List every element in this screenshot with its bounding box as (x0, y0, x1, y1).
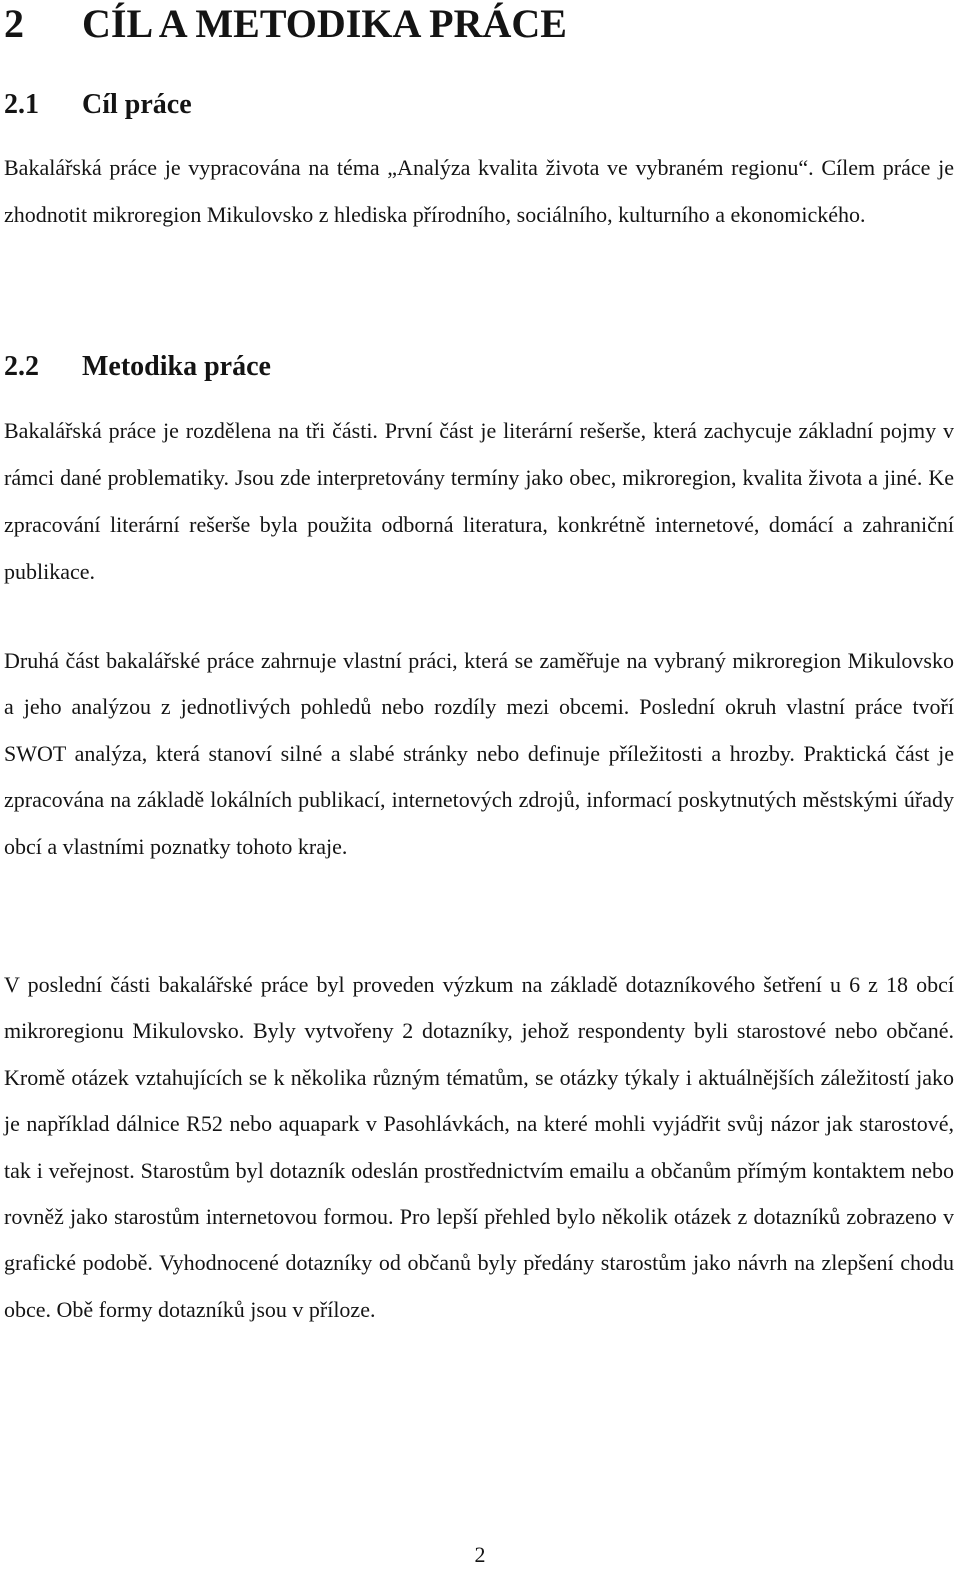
chapter-title: CÍL A METODIKA PRÁCE (82, 1, 567, 46)
paragraph-metodika-1: Bakalářská práce je rozdělena na tři části. První část je literární rešerše, která zachycuje základní pojmy v rámci dané problematiky. Jsou zde interpretovány termíny jako obec, mikroregion, kvalita života a jiné. Ke zpracování literární rešerše byla použita odborná literatura, konkrétně internetové, domácí a zahraniční publikace. (4, 418, 954, 584)
paragraph-cil-prace: Bakalářská práce je vypracována na téma „Analýza kvalita života ve vybraném regionu“. Cílem práce je zhodnotit mikroregion Mikulovsko z hlediska přírodního, sociálního, kulturního a ekonomického. (4, 155, 954, 227)
section-title: Metodika práce (82, 351, 271, 382)
paragraph-metodika-3: V poslední části bakalářské práce byl proveden výzkum na základě dotazníkového šetření u 6 z 18 obcí mikroregionu Mikulovsko. Byly vytvořeny 2 dotazníky, jehož respondenty byli starostové nebo občané. Kromě otázek vztahujících se k několika různým tématům, se otázky týkaly i aktuálnějších záležitostí jako je například dálnice R52 nebo aquapark v Pasohlávkách, na které mohli vyjádřit svůj názor jak starostové, tak i veřejnost. Starostům byl dotazník odeslán prostřednictvím emailu a občanům přímým kontaktem nebo rovněž jako starostům internetovou formou. Pro lepší přehled bylo několik otázek z dotazníků zobrazeno v grafické podobě. Vyhodnocené dotazníky od občanů byly předány starostům jako návrh na zlepšení chodu obce. Obě formy dotazníků jsou v příloze. (4, 972, 954, 1322)
chapter-number: 2 (4, 1, 24, 46)
section-number: 2.1 (4, 89, 39, 120)
paragraph-metodika-2: Druhá část bakalářské práce zahrnuje vlastní práci, která se zaměřuje na vybraný mikroregion Mikulovsko a jeho analýzou z jednotlivých pohledů nebo rozdíly mezi obcemi. Poslední okruh vlastní práce tvoří SWOT analýza, která stanoví silné a slabé stránky nebo definuje příležitosti a hrozby. Praktická část je zpracována na základě lokálních publikací, internetových zdrojů, informací poskytnutých městskými úřady obcí a vlastními poznatky tohoto kraje. (4, 648, 954, 859)
section-number: 2.2 (4, 351, 39, 382)
section-heading-cil (4, 88, 192, 122)
section-heading-metodika (4, 350, 271, 384)
page-number: 2 (474, 1542, 486, 1567)
section-title: Cíl práce (82, 89, 192, 120)
chapter-heading (4, 0, 567, 48)
